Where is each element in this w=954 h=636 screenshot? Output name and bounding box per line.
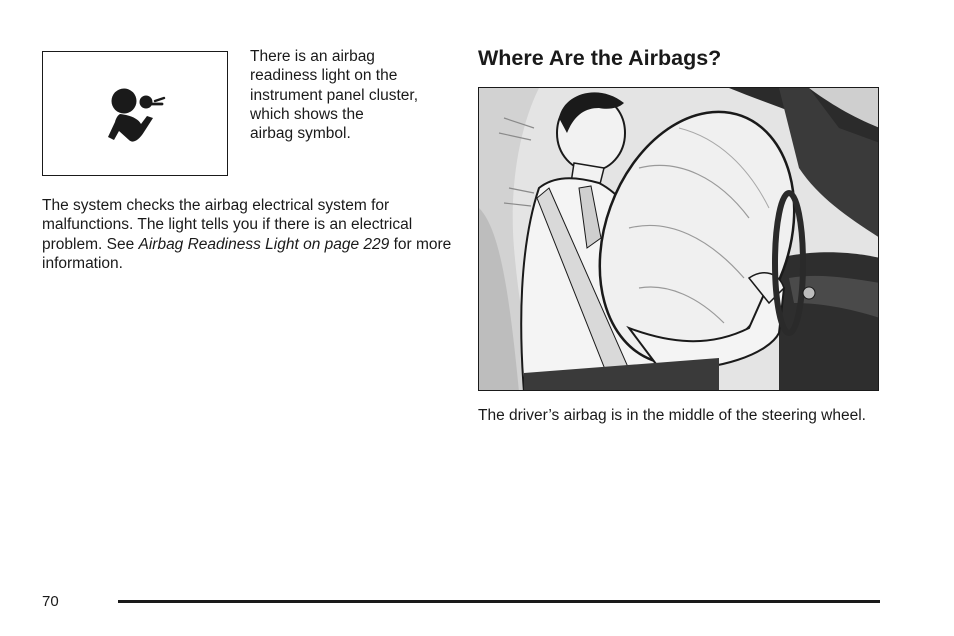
intro-line-4: which shows the	[250, 105, 364, 123]
airbag-light-intro-text	[250, 47, 450, 143]
airbag-readiness-light-reference[interactable]: Airbag Readiness Light on page 229	[138, 235, 390, 253]
driver-airbag-illustration-art	[479, 88, 879, 391]
intro-line-1: There is an airbag	[250, 48, 375, 65]
system-check-paragraph	[42, 196, 452, 273]
section-heading: Where Are the Airbags?	[478, 46, 722, 70]
body-text-after-reference: for more information.	[42, 235, 452, 272]
body-text-before-reference: The system checks the airbag electrical system for malfunctions. The light tells you if there is an electrical problem. See	[42, 197, 413, 253]
airbag-readiness-symbol-frame	[42, 51, 228, 176]
illustration-caption: The driver’s airbag is in the middle of the steering wheel.	[478, 407, 866, 424]
airbag-symbol-icon	[43, 52, 229, 177]
intro-line-5: airbag symbol.	[250, 125, 351, 143]
driver-airbag-illustration	[478, 87, 879, 391]
footer-rule	[118, 600, 880, 603]
intro-line-2: readiness light on the	[250, 67, 398, 85]
intro-line-3: instrument panel cluster,	[250, 86, 419, 104]
page-number: 70	[42, 593, 59, 610]
